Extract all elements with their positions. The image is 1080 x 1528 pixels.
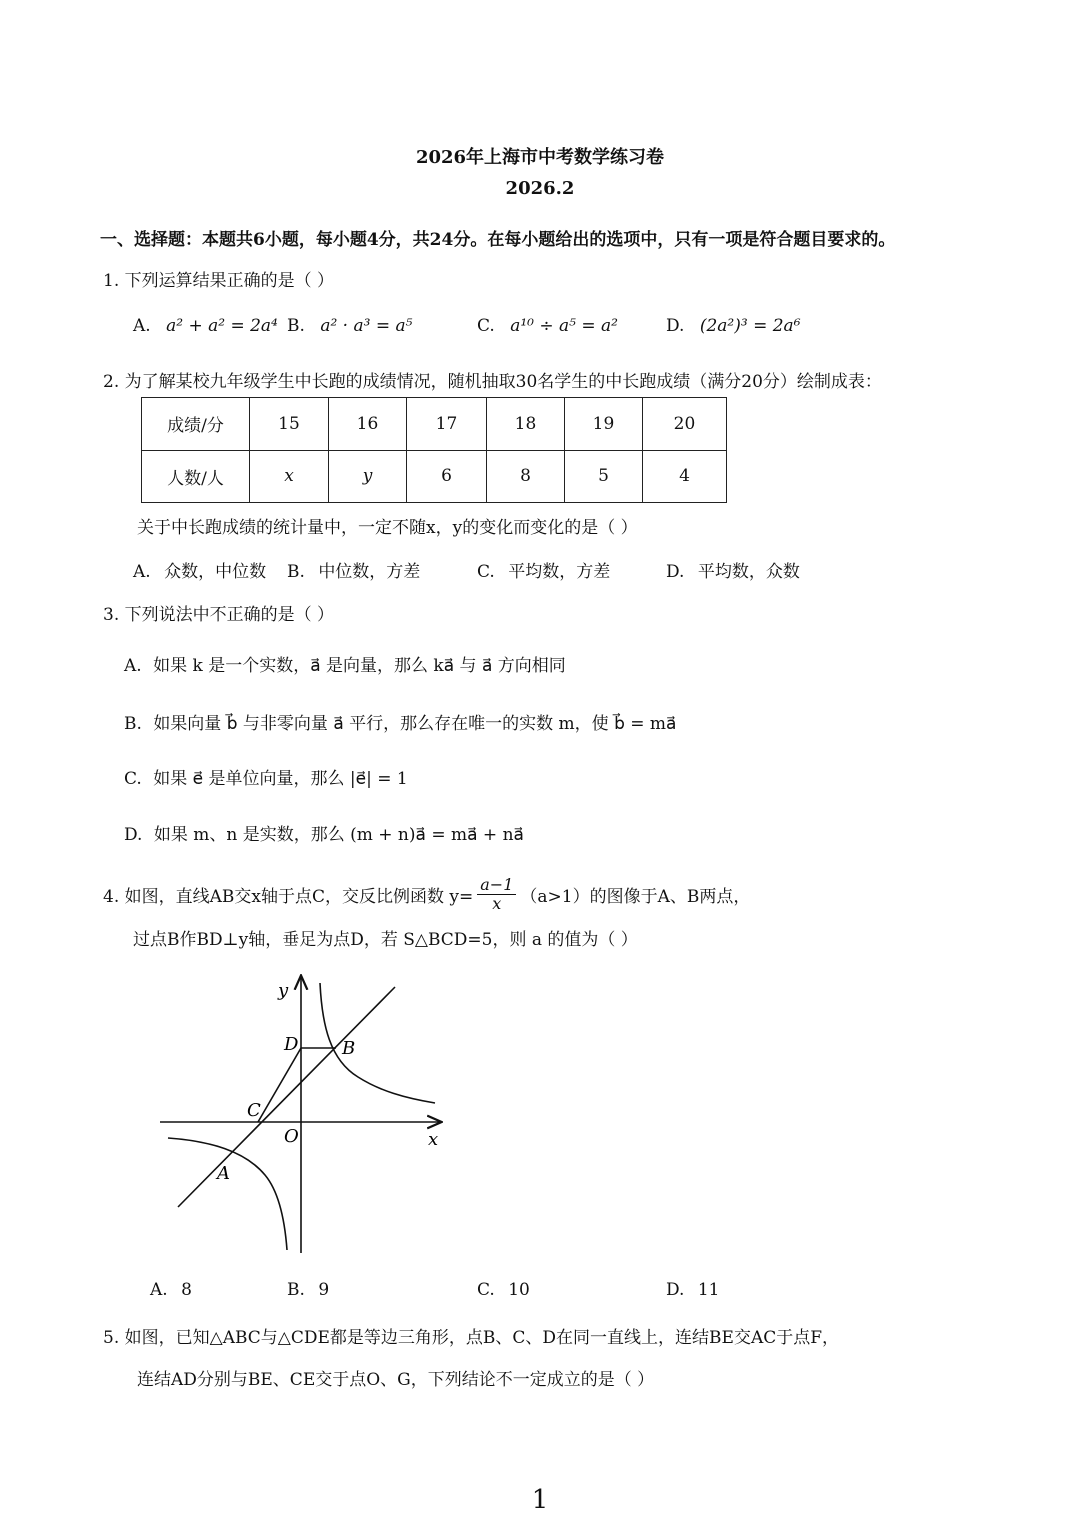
q4-fraction [477,876,516,912]
q4-option-c-text: 10 [508,1280,530,1300]
table-cell: x [250,450,329,503]
q4-stem-post: （a>1）的图像于A、B两点， [520,886,751,907]
q1-stem: 1. 下列运算结果正确的是（ ） [103,271,335,291]
q2-option-b-label: B. [287,562,305,582]
row-header-score: 成绩/分 [142,398,250,451]
q2-option-c-label: C. [477,562,495,582]
q2-option-a [133,557,266,582]
page-number: 1 [531,1485,549,1515]
q3-option-d [124,820,524,845]
q1-option-b [287,316,412,336]
q3-option-a-label: A. [124,656,142,676]
q4-frac-num: a−1 [477,876,516,895]
segment-cd [258,1048,301,1122]
q2-option-c [477,557,610,582]
q4-frac-den: x [492,893,502,913]
section-heading: 一、选择题：本题共6小题，每小题4分，共24分。在每小题给出的选项中，只有一项是符合题目要求的。 [100,230,896,250]
label-x: x [428,1129,439,1150]
q1-option-a-label: A. [133,316,151,336]
q4-option-b [287,1280,329,1300]
table-cell: 6 [407,450,487,503]
q3-option-d-text: 如果 m、n 是实数，那么 (m + n)a⃗ = ma⃗ + na⃗ [153,825,524,845]
q1-option-a [133,316,278,336]
table-cell: 17 [407,398,487,451]
table-cell: 4 [643,450,727,503]
q1-option-b-label: B. [287,316,305,336]
q4-stem-line1 [103,876,750,912]
exam-title: 2026年上海市中考数学练习卷 [415,147,665,168]
q3-stem: 3. 下列说法中不正确的是（ ） [103,605,335,625]
q2-option-b-text: 中位数，方差 [318,562,421,582]
q1-option-d-expr: (2a²)³ = 2a⁶ [699,316,801,336]
label-y: y [278,980,289,1001]
q3-option-b-text: 如果向量 b⃗ 与非零向量 a⃗ 平行，那么存在唯一的实数 m，使 b⃗ = ma⃗ [153,714,677,734]
table-cell: 19 [565,398,643,451]
q5-line2: 连结AD分别与BE、CE交于点O、G，下列结论不一定成立的是（ ） [137,1370,655,1390]
q3-option-c [124,764,408,789]
q1-option-a-expr: a² + a² = 2a⁴ [166,316,278,336]
q4-option-d-label: D. [666,1280,685,1300]
q4-option-b-text: 9 [318,1280,330,1300]
table-cell: 16 [329,398,407,451]
q4-option-c [477,1280,530,1300]
line-ab [178,987,395,1207]
q4-graph-figure [150,965,460,1265]
q1-option-d-label: D. [666,316,685,336]
label-o: O [284,1126,299,1147]
q2-option-d-label: D. [666,562,685,582]
q4-option-d [666,1280,719,1300]
q3-option-a-text: 如果 k 是一个实数，a⃗ 是向量，那么 ka⃗ 与 a⃗ 方向相同 [153,656,566,676]
q2-option-a-text: 众数，中位数 [164,562,267,582]
q1-option-c-label: C. [477,316,495,336]
table-cell: 18 [487,398,565,451]
q4-option-d-text: 11 [697,1280,720,1300]
label-c: C [247,1100,261,1121]
label-b: B [342,1038,356,1059]
score-table [141,397,727,503]
q1-option-b-expr: a² · a³ = a⁵ [320,316,413,336]
table-cell: 15 [250,398,329,451]
q2-stem: 2. 为了解某校九年级学生中长跑的成绩情况，随机抽取30名学生的中长跑成绩（满分20分）绘制成表： [103,372,882,392]
q4-option-a [150,1280,192,1300]
hyperbola-branch-upper [320,983,435,1103]
q2-option-d [666,557,800,582]
q3-option-a [124,651,566,676]
q1-option-c [477,316,618,336]
table-cell: 20 [643,398,727,451]
q4-option-a-label: A. [150,1280,168,1300]
q1-option-d [666,316,801,336]
q4-stem-pre: 4. 如图，直线AB交x轴于点C，交反比例函数 y= [103,886,474,907]
q5-line1: 5. 如图，已知△ABC与△CDE都是等边三角形，点B、C、D在同一直线上，连结BE交AC于点F， [103,1328,840,1348]
q4-option-a-text: 8 [181,1280,192,1300]
q4-option-b-label: B. [287,1280,305,1300]
q4-stem-line2: 过点B作BD⊥y轴，垂足为点D，若 S△BCD=5，则 a 的值为（ ） [133,930,638,950]
q2-option-b [287,557,420,582]
table-cell: 5 [565,450,643,503]
q3-option-c-label: C. [124,769,142,789]
table-row [142,398,727,451]
label-a: A [217,1163,230,1184]
q3-option-d-label: D. [124,825,143,845]
q1-option-c-expr: a¹⁰ ÷ a⁵ = a² [510,316,618,336]
q2-option-a-label: A. [133,562,151,582]
table-cell: y [329,450,407,503]
q2-option-c-text: 平均数，方差 [508,562,611,582]
label-d: D [284,1034,299,1055]
row-header-count: 人数/人 [142,450,250,503]
q3-option-b-label: B. [124,714,142,734]
hyperbola-branch-lower [168,1138,287,1250]
q3-option-b [124,709,676,734]
table-cell: 8 [487,450,565,503]
q2-option-d-text: 平均数，众数 [697,562,800,582]
table-row [142,450,727,503]
q4-option-c-label: C. [477,1280,495,1300]
q2-followup: 关于中长跑成绩的统计量中，一定不随x，y的变化而变化的是（ ） [137,518,638,538]
q3-option-c-text: 如果 e⃗ 是单位向量，那么 |e⃗| = 1 [153,769,408,789]
exam-date: 2026.2 [505,178,575,199]
